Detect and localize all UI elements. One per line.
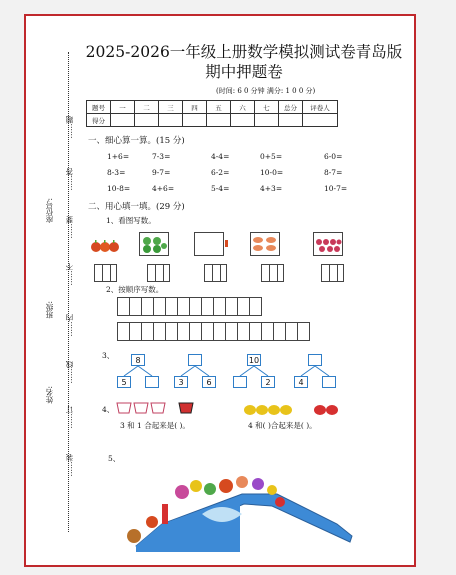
binding-char-5: ……内 [65, 314, 74, 337]
score-header-cell: 六 [231, 101, 255, 114]
number-bond-box: 3 [174, 376, 188, 388]
binding-char-2: ……答 [65, 168, 74, 191]
number-bond-box: 4 [294, 376, 308, 388]
number-bond-lines [294, 365, 338, 379]
equation-item: 10-7= [324, 184, 348, 193]
sequence-grid-2[interactable] [118, 322, 310, 341]
answer-box-5[interactable] [321, 264, 344, 282]
score-input-cell[interactable] [231, 114, 255, 127]
number-bond-box: 10 [248, 356, 260, 365]
binding-margin [26, 16, 86, 567]
exam-title: 2025-2026一年级上册数学模拟测试卷青岛版 [85, 43, 403, 61]
shells-picture [250, 232, 280, 256]
equation-item: 10-8= [107, 184, 131, 193]
score-header-cell: 一 [111, 101, 135, 114]
equation-item: 6-2= [211, 168, 230, 177]
binding-char-4: ……不 [65, 263, 74, 286]
binding-char-6: ……线 [65, 361, 74, 384]
equation-item: 9-7= [152, 168, 171, 177]
answer-box-1[interactable] [94, 264, 117, 282]
number-bond-lines [174, 365, 218, 379]
score-header-cell: 三 [159, 101, 183, 114]
frogs-icon [140, 233, 168, 255]
equation-item: 10-0= [260, 168, 284, 177]
score-table-score-row [87, 114, 338, 127]
exam-sheet [24, 14, 416, 567]
flowers-icon [314, 233, 342, 255]
equation-item: 0+5= [260, 152, 283, 161]
binding-char-3: ……要 [65, 216, 74, 239]
equation-item: 4+3= [260, 184, 283, 193]
score-input-cell[interactable] [255, 114, 279, 127]
score-input-cell[interactable] [159, 114, 183, 127]
score-header-cell: 七 [255, 101, 279, 114]
score-header-cell: 总分 [279, 101, 303, 114]
score-header-cell: 四 [183, 101, 207, 114]
frogs-picture [139, 232, 169, 256]
equation-item: 8-3= [107, 168, 126, 177]
yellow-hats-icon [244, 402, 304, 416]
score-input-cell[interactable] [279, 114, 303, 127]
score-input-cell[interactable] [183, 114, 207, 127]
sequence-grid-1[interactable] [118, 297, 262, 316]
equation-item: 7-3= [152, 152, 171, 161]
score-input-cell[interactable] [303, 114, 338, 127]
equation-item: 4+6= [152, 184, 175, 193]
number-bond-box: 5 [117, 376, 131, 388]
name-label: 姓名: [45, 386, 54, 404]
question-5-label: 5、 [108, 454, 121, 463]
red-hats-icon [314, 402, 340, 416]
bowls-icon [116, 401, 176, 417]
question-4-text-a: 3 和 1 合起来是( )。 [120, 421, 190, 430]
equation-item: 4-4= [211, 152, 230, 161]
empty-picture [194, 232, 224, 256]
score-row-label: 得分 [87, 114, 111, 127]
question-2-label: 2、按顺序写数。 [106, 285, 164, 294]
section1-heading: 一、细心算一算。(15 分) [88, 136, 185, 146]
section2-heading: 二、用心填一填。(29 分) [88, 202, 185, 212]
score-input-cell[interactable] [207, 114, 231, 127]
number-bond-lines [117, 365, 161, 379]
score-input-cell[interactable] [111, 114, 135, 127]
question-1-label: 1、看图写数。 [106, 216, 156, 225]
number-bond-box: 8 [131, 354, 145, 366]
equation-item: 6-0= [324, 152, 343, 161]
binding-char-7: ……订 [65, 406, 74, 429]
number-bond-box: 2 [261, 376, 275, 388]
score-header-cell: 题号 [87, 101, 111, 114]
seat-number-label: 座位号: [45, 198, 54, 224]
flowers-picture [313, 232, 343, 256]
equation-item: 5-4= [211, 184, 230, 193]
question-4-text-b: 4 和( )合起来是( )。 [248, 421, 317, 430]
shells-icon [251, 233, 279, 255]
red-bowl-icon [178, 401, 194, 417]
answer-box-4[interactable] [261, 264, 284, 282]
equation-item: 8-7= [324, 168, 343, 177]
exam-subtitle: 期中押题卷 [205, 63, 283, 81]
small-mark-icon [225, 240, 231, 248]
answer-box-2[interactable] [147, 264, 170, 282]
exam-info: (时间: 6 0 分钟 满分: 1 0 0 分) [216, 87, 316, 95]
apples-icon [90, 233, 120, 255]
question-3-label: 3、 [102, 351, 115, 360]
apples-picture [90, 233, 120, 257]
score-table-header-row [87, 101, 338, 114]
score-table [86, 100, 338, 127]
elephant-slide-illustration [122, 464, 352, 554]
score-header-cell: 评卷人 [303, 101, 338, 114]
score-header-cell: 二 [135, 101, 159, 114]
question-4-label: 4、 [102, 405, 115, 414]
answer-box-3[interactable] [204, 264, 227, 282]
number-bond-lines [233, 365, 277, 379]
binding-char-8: ……装 [65, 454, 74, 477]
score-header-cell: 五 [207, 101, 231, 114]
equation-item: 1+6= [107, 152, 130, 161]
score-input-cell[interactable] [135, 114, 159, 127]
binding-char-1: ……题 [65, 116, 74, 139]
number-bond-box: 6 [202, 376, 216, 388]
class-label: 班级: [45, 301, 54, 319]
